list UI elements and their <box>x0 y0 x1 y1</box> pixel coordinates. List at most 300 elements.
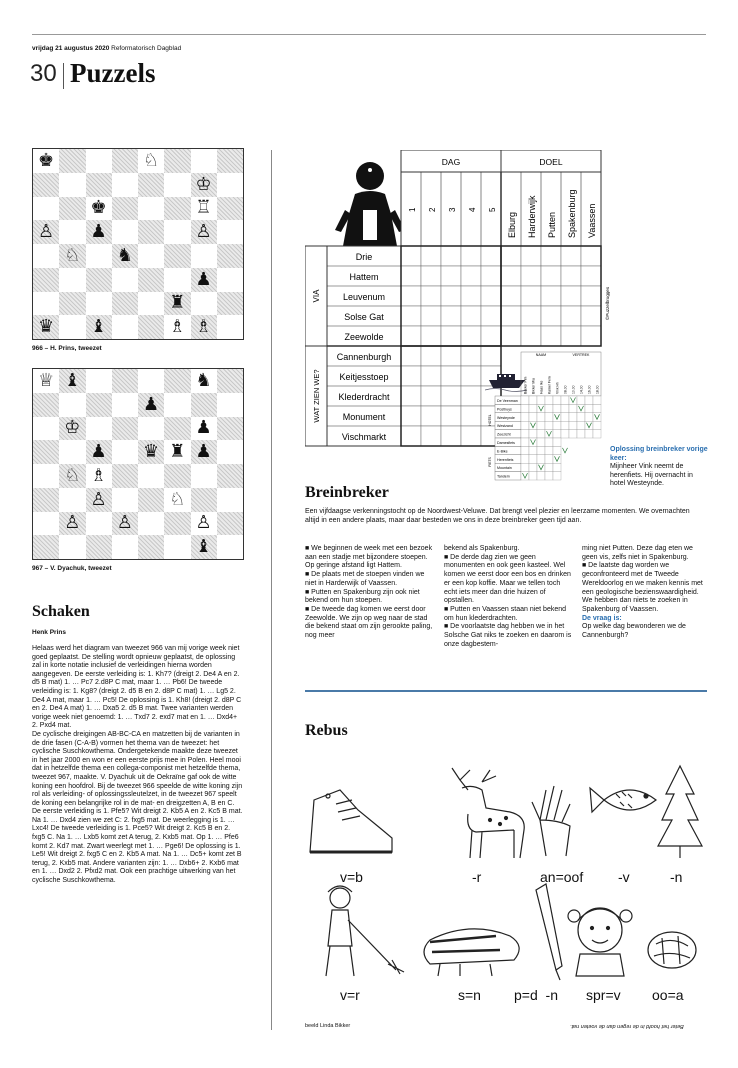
grid-cell[interactable] <box>401 266 421 286</box>
section-title: Puzzels <box>70 58 156 88</box>
grid-cell[interactable] <box>421 246 441 266</box>
solution-head-naam: NAAM <box>535 353 547 357</box>
chess-square <box>191 417 217 441</box>
hand-icon <box>532 786 570 856</box>
chess-square <box>138 197 164 221</box>
grid-cell[interactable] <box>541 286 561 306</box>
chess-piece: ♝ <box>195 536 212 558</box>
chess-square <box>59 244 85 268</box>
chess-square <box>217 440 243 464</box>
chess-square <box>33 417 59 441</box>
chess-square <box>138 268 164 292</box>
grid-cell[interactable] <box>401 326 421 346</box>
rebus-heading: Rebus <box>305 722 348 739</box>
solution-cell <box>553 472 561 480</box>
grid-cell[interactable] <box>421 346 441 366</box>
solution-cell <box>521 438 529 446</box>
solution-title: Oplossing breinbreker vorige keer: <box>610 446 708 462</box>
chess-square <box>138 173 164 197</box>
grid-cell[interactable] <box>421 286 441 306</box>
chess-square <box>86 417 112 441</box>
grid-cell[interactable] <box>441 246 461 266</box>
grid-cell[interactable] <box>461 246 481 266</box>
grid-cell[interactable] <box>501 246 521 266</box>
chess-square <box>86 220 112 244</box>
breinbreker-column-1 <box>305 545 433 641</box>
grid-cell[interactable] <box>441 426 461 446</box>
grid-cell[interactable] <box>561 246 581 266</box>
walnut-icon <box>648 932 696 968</box>
solution-cell <box>585 404 593 412</box>
top-rule <box>32 34 706 35</box>
grid-cell[interactable] <box>401 306 421 326</box>
chess-square <box>112 268 138 292</box>
grid-column-header: Vaassen <box>587 203 597 238</box>
breinbreker-column-2 <box>444 545 572 649</box>
chess-square <box>164 512 190 536</box>
solution-cell <box>521 413 529 421</box>
grid-cell[interactable] <box>461 406 481 426</box>
girl-face-icon <box>568 908 632 976</box>
grid-cell[interactable] <box>501 306 521 326</box>
chess-square <box>164 535 190 559</box>
chess-piece: ♞ <box>195 369 212 391</box>
chess-square <box>138 535 164 559</box>
grid-cell[interactable] <box>461 266 481 286</box>
grid-column-header: Putten <box>547 211 557 238</box>
grid-cell[interactable] <box>461 326 481 346</box>
solution-row-header: Zeezicht <box>497 432 511 437</box>
grid-cell[interactable] <box>461 286 481 306</box>
chess-square <box>33 488 59 512</box>
grid-column-header: 5 <box>488 207 497 212</box>
chess-square <box>112 173 138 197</box>
chess-square <box>33 440 59 464</box>
grid-row-header: Hattem <box>349 272 379 282</box>
chess-piece: ♘ <box>64 464 81 486</box>
grid-cell[interactable] <box>421 386 441 406</box>
solution-row-header: Tandem <box>497 474 510 479</box>
chess-square <box>112 393 138 417</box>
solution-cell <box>537 446 545 454</box>
solution-cell <box>521 396 529 404</box>
solution-row-header: De Veenman <box>497 399 518 403</box>
chess-square <box>86 149 112 173</box>
chess-piece: ♛ <box>143 441 160 463</box>
chess-square <box>59 197 85 221</box>
grid-cell[interactable] <box>441 326 461 346</box>
solution-cell <box>561 396 569 404</box>
chess-square <box>191 393 217 417</box>
rebus-clue: -n <box>670 869 683 885</box>
chess-square <box>33 393 59 417</box>
solution-cell <box>537 396 545 404</box>
chess-square <box>33 535 59 559</box>
chess-square <box>164 292 190 316</box>
grid-row-header: Cannenburgh <box>336 352 392 362</box>
chess-square <box>86 393 112 417</box>
chess-square <box>33 197 59 221</box>
group-dag-label: DAG <box>441 157 461 167</box>
chess-paragraph: De eerste verleiding is 1. Pfe5? Wit dreigt 2. Kb5 A en 2. Kc5 B mat. Na 1. … Dxd4 zien we zet C: 2. fxg5 mat. De weerlegging is 1. … Lxc4! De tweede verleiding is 1. Pce5? Wit dreigt 2. Kc5 B en 2. fxg5 C. Na 1. … Lxb5 komt zet A terug, 2. Kxb5 mat. Op 1. … Pfe6 komt 2. Kd7 mat. Zwart weerlegt met 1. … Pge6! De oplossing is 1. Le5! Wit dreigt 2. fxg5 C en 2. Kb5 A mat. Na 1. … Dc5+ komt zet B terug, 2. Kxb5 mat. Andere varianten zijn: 1. … Dxb6+ 2. Kxb6 mat en 1. … Dxd2 2. Pfxd2 mat. Ook een prachtige uitwerking van het cyclische Suschkowthema. <box>32 808 243 885</box>
solution-col-header: 14.00 <box>579 385 584 394</box>
chess-piece: ♗ <box>90 464 107 486</box>
grid-cell[interactable] <box>421 266 441 286</box>
column-divider <box>271 150 272 1030</box>
chess-square <box>33 149 59 173</box>
solution-cell <box>561 404 569 412</box>
solution-cell <box>529 446 537 454</box>
grid-cell[interactable] <box>581 306 601 326</box>
grid-cell[interactable] <box>421 366 441 386</box>
grid-cell[interactable] <box>521 246 541 266</box>
chess-square <box>217 464 243 488</box>
solution-cell <box>569 421 577 429</box>
chess-square <box>164 173 190 197</box>
solution-cell <box>553 421 561 429</box>
chess-square <box>138 464 164 488</box>
grid-cell[interactable] <box>521 326 541 346</box>
clue: bekend als Spakenburg. <box>444 545 520 552</box>
grid-cell[interactable] <box>481 286 501 306</box>
grid-cell[interactable] <box>401 386 421 406</box>
chess-piece: ♜ <box>169 441 186 463</box>
solution-cell <box>521 463 529 471</box>
deer-icon <box>452 768 524 858</box>
grid-cell[interactable] <box>541 266 561 286</box>
grid-cell[interactable] <box>481 266 501 286</box>
chess-square <box>217 535 243 559</box>
chess-square <box>138 220 164 244</box>
chess-square <box>164 440 190 464</box>
solution-cell <box>561 413 569 421</box>
chess-square <box>86 244 112 268</box>
grid-cell[interactable] <box>481 246 501 266</box>
chess-piece: ♕ <box>38 369 55 391</box>
boy-raking-icon <box>326 886 404 976</box>
grid-cell[interactable] <box>581 246 601 266</box>
chess-square <box>164 417 190 441</box>
solution-cell <box>577 421 585 429</box>
image-credit: beeld Linda Bikker <box>305 1023 351 1029</box>
chess-square <box>33 512 59 536</box>
solution-cell <box>593 430 601 438</box>
chess-square <box>112 292 138 316</box>
solution-row-header: Posthuys <box>497 407 512 412</box>
chess-square <box>164 369 190 393</box>
solution-cell <box>561 421 569 429</box>
chess-square <box>164 315 190 339</box>
grid-cell[interactable] <box>401 366 421 386</box>
chess-piece: ♔ <box>64 417 81 439</box>
breinbreker-intro: Een vijfdaagse verkenningstocht op de Noordwest-Veluwe. Dat brengt veel plezier en leerzame momenten. We overnachten altijd in een andere plaats, maar daar besteden we ons in deze breinbreker geen tijd aan. <box>305 508 690 524</box>
clue: ■ Putten en Spakenburg zijn ook niet bekend om hun stoepen. <box>305 588 420 605</box>
badger-icon <box>424 929 519 976</box>
grid-cell[interactable] <box>401 246 421 266</box>
solution-cell <box>545 463 553 471</box>
solution-col-header: Haas Ike <box>539 380 544 394</box>
solution-cell <box>545 404 553 412</box>
grid-cell[interactable] <box>481 326 501 346</box>
grid-cell[interactable] <box>561 286 581 306</box>
chess-piece: ♟ <box>195 268 212 290</box>
chess-paragraph: De cyclische dreigingen AB-BC-CA en matzetten bij de varianten in de drie fasen (C-A-B) vormen het thema van de tweezet: het cyclische Suschkowthema. Ondergetekende maakte deze tweezet in het jaar 2000 en won er een eerste prijs mee in Polen. Heel mooi dat in hetzelfde thema een collega-componist met hetzelfde thema, tweezet 967, maakte. V. Dyachuk uit de Oekraïne gaf ook de witte koning een hoofdrol. Bij de tweezet 966 speelde de witte koning zijn rol als verleiding- of oplossingssleutelzet, in de tweezet 967 speelt de koning een belangrijke rol in de mat- en dreigzetten A, B en C. <box>32 730 243 807</box>
solution-cell <box>577 413 585 421</box>
chess-square <box>33 244 59 268</box>
chess-square <box>33 315 59 339</box>
chess-piece: ♘ <box>169 488 186 510</box>
chess-piece: ♖ <box>195 197 212 219</box>
chess-square <box>112 464 138 488</box>
grid-row-header: Solse Gat <box>344 312 384 322</box>
chess-square <box>33 369 59 393</box>
chess-square <box>191 244 217 268</box>
chess-square <box>191 440 217 464</box>
chess-piece: ♙ <box>195 221 212 243</box>
grid-cell[interactable] <box>521 266 541 286</box>
chess-square <box>191 173 217 197</box>
chess-square <box>33 292 59 316</box>
chess-square <box>112 417 138 441</box>
chess-square <box>164 220 190 244</box>
solution-cell <box>585 413 593 421</box>
solution-head-vertrek: VERTREK <box>572 353 590 357</box>
chess-square <box>59 220 85 244</box>
solution-cell <box>593 404 601 412</box>
solution-row-header: Mountain <box>497 466 512 471</box>
grid-cell[interactable] <box>441 266 461 286</box>
solution-cell <box>553 438 561 446</box>
grid-cell[interactable] <box>521 306 541 326</box>
rebus-clue: s=n <box>458 987 481 1003</box>
chess-square <box>217 149 243 173</box>
solution-cell <box>521 455 529 463</box>
chess-square <box>112 369 138 393</box>
grid-cell[interactable] <box>501 326 521 346</box>
grid-cell[interactable] <box>441 286 461 306</box>
solution-col-header: Bakker Pim <box>523 376 528 394</box>
solution-col-header: Kamer Fem <box>547 376 552 394</box>
chess-square <box>33 173 59 197</box>
grid-row-header: Vischmarkt <box>341 432 387 442</box>
grid-cell[interactable] <box>541 306 561 326</box>
chess-square <box>59 268 85 292</box>
chess-square <box>191 149 217 173</box>
rebus-clue: p=d -n <box>514 987 558 1003</box>
grid-cell[interactable] <box>541 326 561 346</box>
solution-cell <box>577 396 585 404</box>
date: vrijdag 21 augustus 2020 <box>32 45 110 52</box>
grid-cell[interactable] <box>561 326 581 346</box>
grid-cell[interactable] <box>401 406 421 426</box>
grid-cell[interactable] <box>461 346 481 366</box>
grid-cell[interactable] <box>421 326 441 346</box>
grid-row-header: Zeewolde <box>344 332 384 342</box>
grid-cell[interactable] <box>461 386 481 406</box>
chess-square <box>59 440 85 464</box>
grid-cell[interactable] <box>501 286 521 306</box>
grid-cell[interactable] <box>401 286 421 306</box>
chess-square <box>191 464 217 488</box>
check-mark-icon <box>563 448 568 453</box>
chess-piece: ♗ <box>195 316 212 338</box>
chess-piece: ♙ <box>90 488 107 510</box>
solution-cell <box>537 438 545 446</box>
chess-piece: ♟ <box>195 417 212 439</box>
rebus-clue: an=oof <box>540 869 584 885</box>
question-text: Op welke dag bewonderen we de Cannenburgh? <box>582 623 686 640</box>
group-doel-label: DOEL <box>539 157 563 167</box>
grid-cell[interactable] <box>521 286 541 306</box>
grid-cell[interactable] <box>441 386 461 406</box>
chess-square <box>191 220 217 244</box>
paper-name: Reformatorisch Dagblad <box>111 45 182 52</box>
solution-row-header: Westzand <box>497 424 513 429</box>
chess-square <box>33 268 59 292</box>
solution-cell <box>537 430 545 438</box>
breinbreker-heading: Breinbreker <box>305 484 389 501</box>
solution-cell <box>529 455 537 463</box>
grid-cell[interactable] <box>501 266 521 286</box>
rebus-clue: spr=v <box>586 987 621 1003</box>
solution-cell <box>545 421 553 429</box>
chess-piece: ♜ <box>169 292 186 314</box>
solution-cell <box>593 396 601 404</box>
chess-square <box>191 197 217 221</box>
grid-cell[interactable] <box>581 286 601 306</box>
chess-square <box>59 464 85 488</box>
chess-piece: ♟ <box>90 441 107 463</box>
grid-cell[interactable] <box>421 406 441 426</box>
chess-piece: ♝ <box>90 316 107 338</box>
grid-cell[interactable] <box>581 266 601 286</box>
solution-grid <box>485 350 610 482</box>
solution-col-header: 16.00 <box>587 385 592 394</box>
solution-cell <box>569 404 577 412</box>
solution-fiets-label: FIETS <box>488 457 492 467</box>
chess-square <box>86 268 112 292</box>
grid-cell[interactable] <box>541 246 561 266</box>
chess-square <box>164 268 190 292</box>
chess-square <box>217 393 243 417</box>
rebus-clue: v=b <box>340 869 363 885</box>
solution-cell <box>529 430 537 438</box>
diagram-967-caption: 967 – V. Dyachuk, tweezet <box>32 565 112 572</box>
rebus-clue: oo=a <box>652 987 684 1003</box>
grid-cell[interactable] <box>401 346 421 366</box>
chess-piece: ♙ <box>64 512 81 534</box>
chess-square <box>138 244 164 268</box>
chess-piece: ♗ <box>169 316 186 338</box>
grid-cell[interactable] <box>401 426 421 446</box>
chess-piece: ♞ <box>116 244 133 266</box>
section-rule <box>305 690 707 692</box>
chess-square <box>112 488 138 512</box>
clue: ■ De plaats met de stoepen vinden we niet in Harderwijk of Vaassen. <box>305 571 425 587</box>
rebus-illustration <box>300 760 710 1010</box>
chess-square <box>59 149 85 173</box>
fish-icon <box>590 788 656 812</box>
chess-heading: Schaken <box>32 603 90 620</box>
solution-cell <box>553 446 561 454</box>
solution-cell <box>537 421 545 429</box>
page-number: 30 <box>30 60 57 87</box>
chess-piece: ♚ <box>38 149 55 171</box>
solution-cell <box>537 413 545 421</box>
chess-piece: ♝ <box>64 369 81 391</box>
chess-square <box>86 292 112 316</box>
grid-cell[interactable] <box>461 426 481 446</box>
solution-cell <box>553 430 561 438</box>
chess-square <box>138 417 164 441</box>
solution-cell <box>521 446 529 454</box>
solution-cell <box>545 455 553 463</box>
grid-cell[interactable] <box>561 306 581 326</box>
grid-cell[interactable] <box>581 326 601 346</box>
solution-caption <box>610 446 708 489</box>
chess-square <box>138 149 164 173</box>
chess-piece: ♙ <box>195 512 212 534</box>
chess-square <box>86 173 112 197</box>
chess-square <box>164 488 190 512</box>
chess-piece: ♙ <box>116 512 133 534</box>
grid-row-header: Leuvenum <box>342 292 386 302</box>
grid-cell[interactable] <box>441 346 461 366</box>
chess-square <box>191 488 217 512</box>
diagram-966-caption: 966 – H. Prins, tweezet <box>32 345 102 352</box>
shoe-icon <box>310 790 392 852</box>
grid-cell[interactable] <box>421 306 441 326</box>
solution-cell <box>529 472 537 480</box>
solution-cell <box>545 438 553 446</box>
rebus-clue: v=r <box>340 987 360 1003</box>
clue: ■ De voorlaatste dag hebben we in het Solsche Gat niks te zoeken en daarom is onze dagbestem- <box>444 623 572 648</box>
chess-square <box>217 512 243 536</box>
chess-square <box>164 149 190 173</box>
grid-cell[interactable] <box>461 366 481 386</box>
solution-cell <box>537 455 545 463</box>
chess-square <box>217 197 243 221</box>
grid-column-header: Elburg <box>507 211 517 238</box>
chess-square <box>164 393 190 417</box>
grid-cell[interactable] <box>441 306 461 326</box>
solution-cell <box>521 421 529 429</box>
chess-square <box>217 244 243 268</box>
chess-square <box>59 369 85 393</box>
chess-author: Henk Prins <box>32 629 66 636</box>
chess-piece: ♘ <box>64 244 81 266</box>
chess-square <box>59 173 85 197</box>
grid-cell[interactable] <box>481 306 501 326</box>
grid-cell[interactable] <box>441 366 461 386</box>
solution-cell <box>569 430 577 438</box>
chess-square <box>217 292 243 316</box>
chess-square <box>112 244 138 268</box>
grid-cell[interactable] <box>421 426 441 446</box>
chess-square <box>217 488 243 512</box>
grid-cell[interactable] <box>441 406 461 426</box>
chess-square <box>59 315 85 339</box>
solution-cell <box>529 404 537 412</box>
grid-cell[interactable] <box>561 266 581 286</box>
chess-square <box>86 464 112 488</box>
chess-square <box>112 315 138 339</box>
chess-square <box>112 512 138 536</box>
grid-cell[interactable] <box>461 306 481 326</box>
solution-cell <box>585 430 593 438</box>
solution-row-header: Westeynde <box>497 415 515 420</box>
chess-square <box>164 464 190 488</box>
